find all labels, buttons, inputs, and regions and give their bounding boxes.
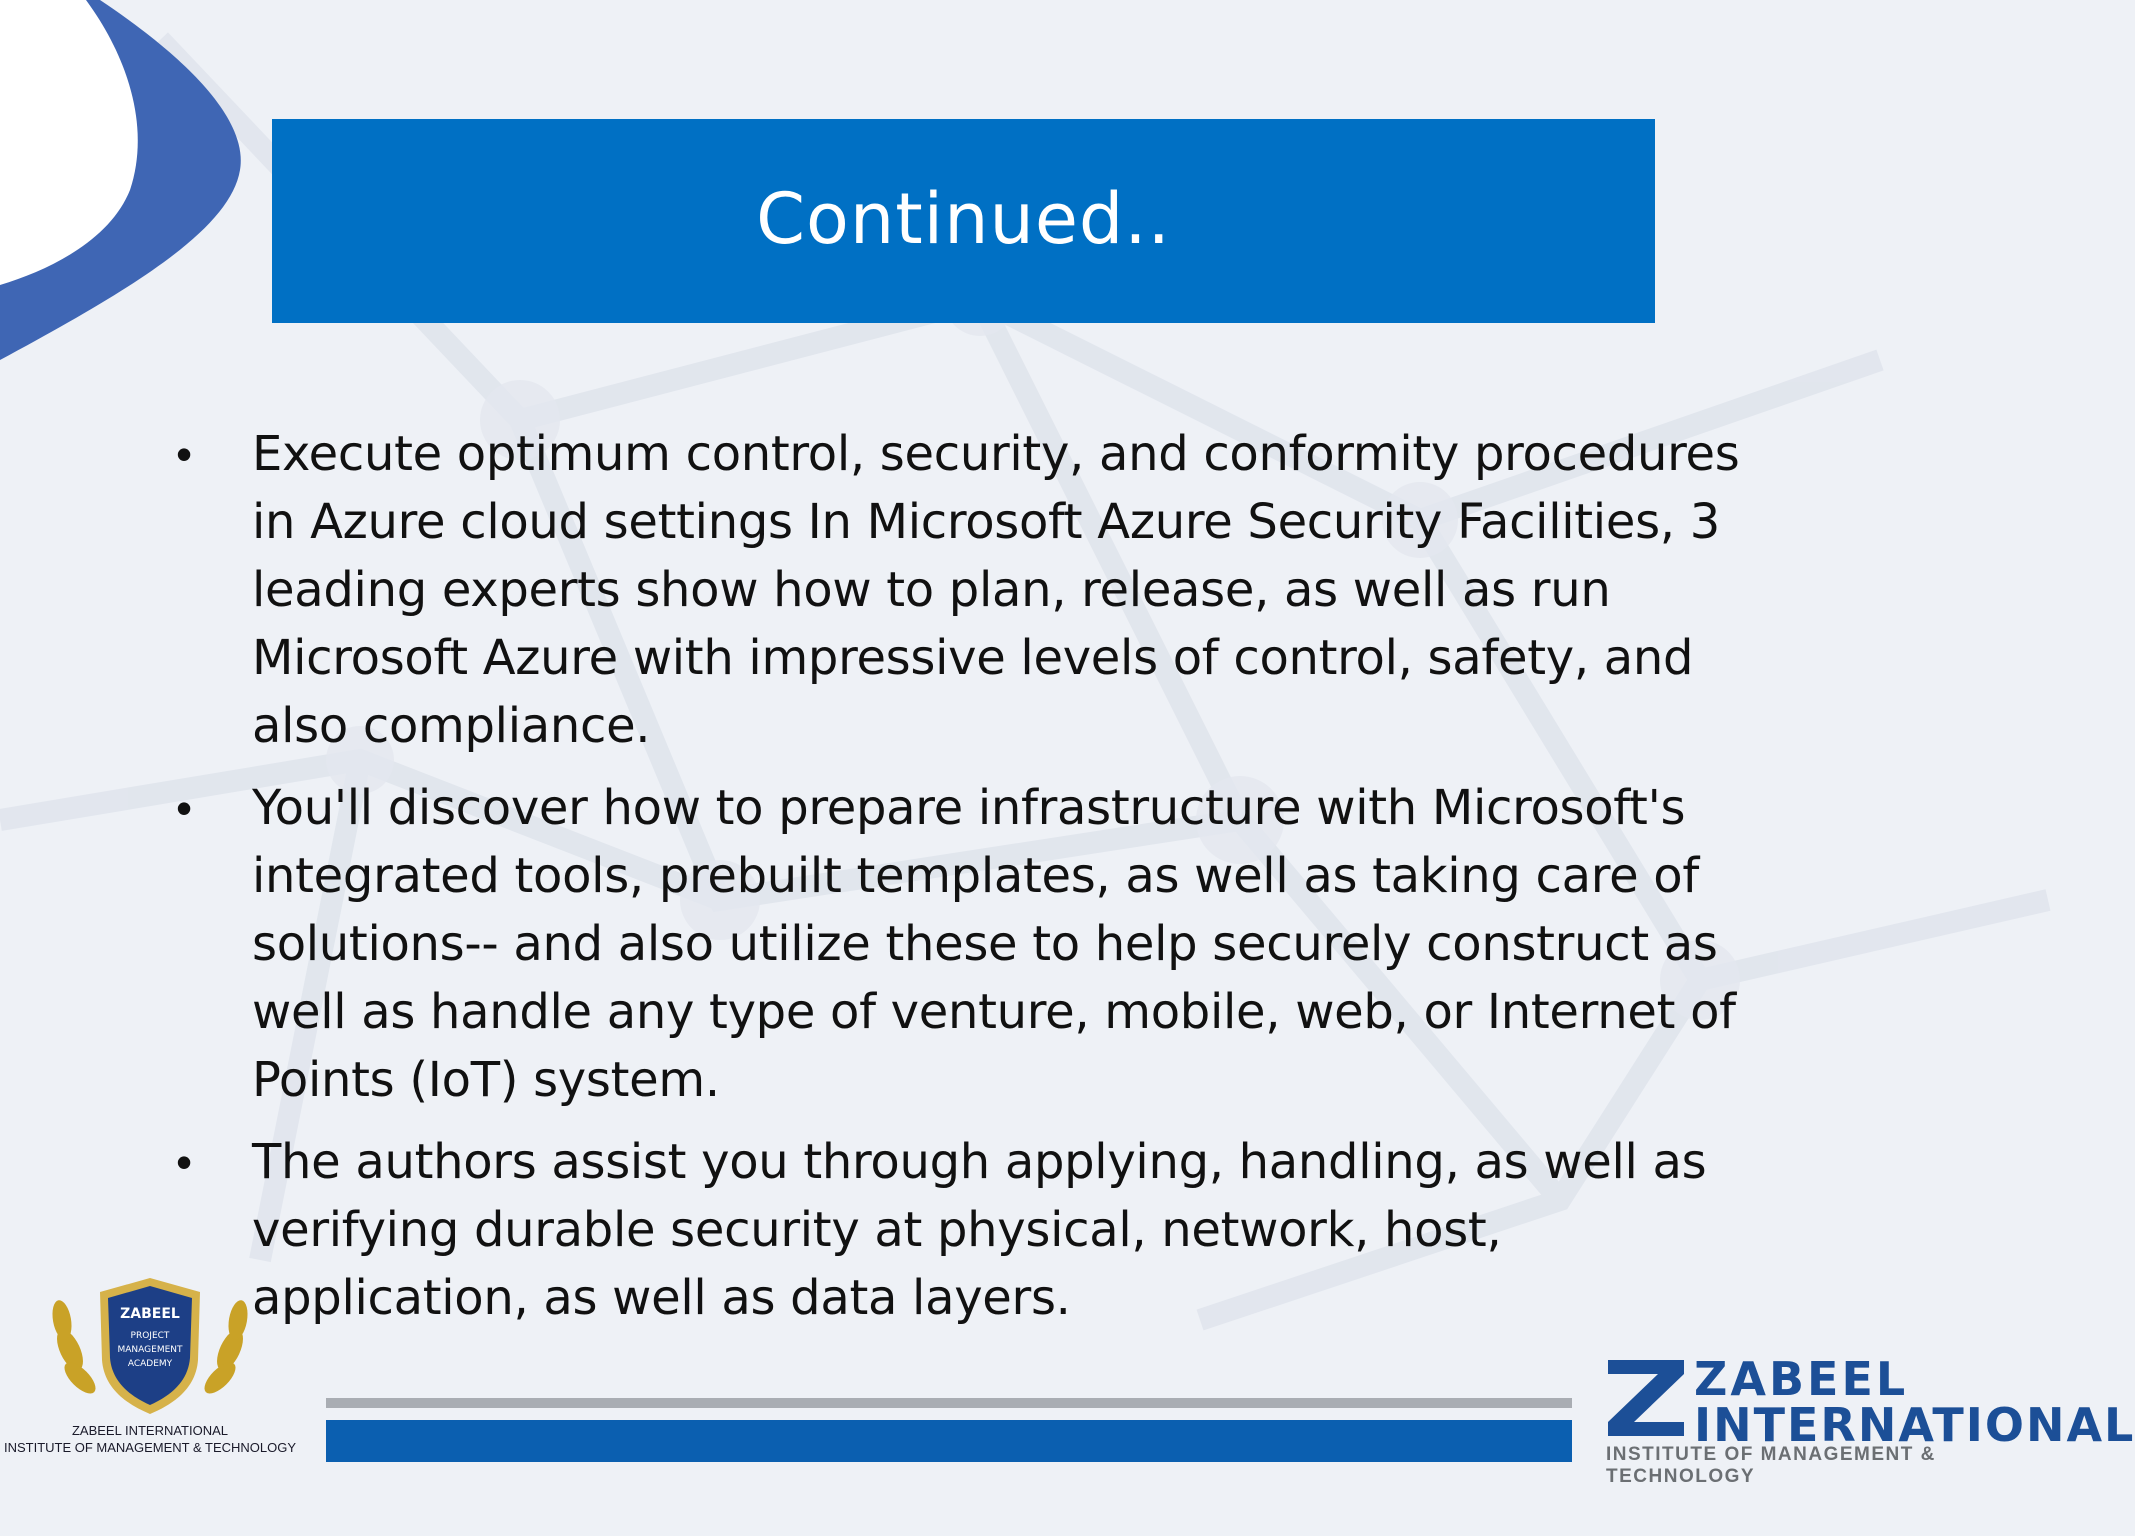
academy-badge-logo [40, 1270, 260, 1420]
bullet-item [170, 1128, 1790, 1332]
bullet-icon: • [176, 782, 193, 834]
zabeel-z-logo-icon [1604, 1356, 1688, 1440]
bullet-text: You'll discover how to prepare infrastructure with Microsoft's integrated tools, prebuilt templates, as well as taking care of solutions-- and also utilize these to help securely construct as well as handle any type of venture, mobile, web, or Internet of Points (IoT) system. [252, 780, 1736, 1108]
slide-title: Continued.. [756, 178, 1171, 260]
logo-subtitle: INSTITUTE OF MANAGEMENT & TECHNOLOGY [1606, 1444, 1936, 1487]
bullet-icon: • [176, 428, 193, 480]
bullet-text: Execute optimum control, security, and conformity procedures in Azure cloud settings In Microsoft Azure Security Facilities, 3 leading experts show how to plan, release, as well as run Microsoft Azure with impressive levels of control, safety, and also compliance. [252, 426, 1740, 754]
svg-text:ACADEMY: ACADEMY [127, 1359, 173, 1369]
bullet-text: The authors assist you through applying, handling, as well as verifying durable security at physical, network, host, application, as well as data layers. [252, 1134, 1707, 1326]
corner-swoosh-decoration [0, 0, 260, 380]
bullet-item [170, 420, 1790, 760]
badge-caption-line2: INSTITUTE OF MANAGEMENT & TECHNOLOGY [3, 1440, 297, 1455]
title-banner [272, 119, 1655, 323]
badge-emblem-text: ZABEEL [120, 1306, 180, 1322]
svg-text:MANAGEMENT: MANAGEMENT [117, 1345, 183, 1355]
footer-gray-bar [326, 1398, 1572, 1408]
svg-text:PROJECT: PROJECT [130, 1331, 170, 1341]
badge-caption [0, 1422, 300, 1456]
bullet-list [170, 420, 1790, 1346]
footer-blue-bar [326, 1420, 1572, 1462]
bullet-item [170, 774, 1790, 1114]
logo-name-line2: INTERNATIONAL [1694, 1398, 2135, 1452]
bullet-icon: • [176, 1136, 193, 1188]
logo-name-line1: ZABEEL [1694, 1352, 1909, 1406]
badge-caption-line1: ZABEEL INTERNATIONAL [71, 1423, 229, 1438]
